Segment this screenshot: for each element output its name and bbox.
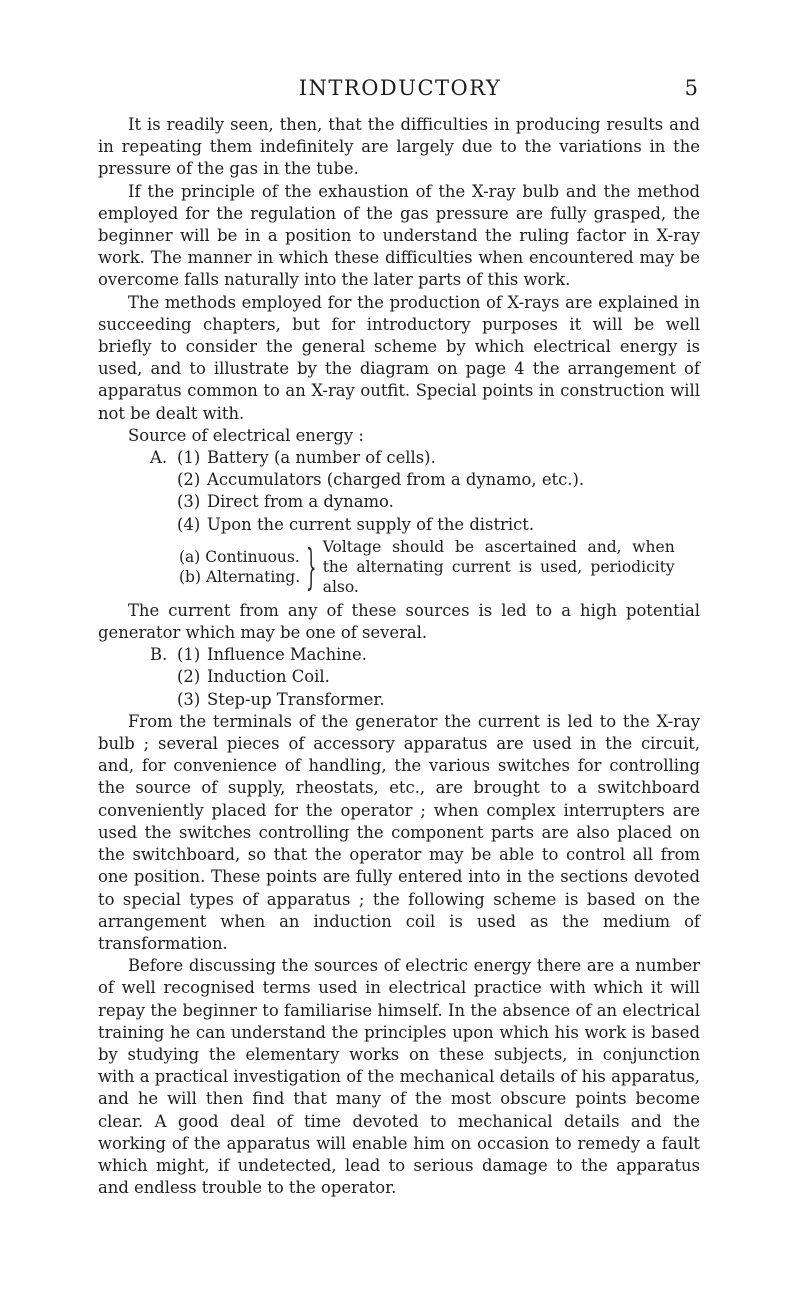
list-item-text: Step-up Transformer. [207, 689, 385, 709]
paragraph-1: It is readily seen, then, that the difficulties in producing results and in repeating them indefinitely are largely due to the variations in the pressure of the gas in the tube. [98, 115, 700, 179]
alternating-option: (b) Alternating. [179, 567, 301, 586]
list-item [150, 514, 700, 536]
list-item-text: Accumulators (charged from a dynamo, etc.). [207, 470, 585, 490]
list-group-letter: A. [150, 448, 168, 468]
list-item [150, 644, 700, 666]
paragraph-2: If the principle of the exhaustion of the X-ray bulb and the method employed for the regulation of the gas pressure are fully grasped, the beginner will be in a position to understand the ruling factor in X-ray work. The manner in which these difficulties when encountered may be overcome falls naturally into the later parts of this work. [98, 181, 700, 290]
list-item-number: (3) [177, 689, 201, 709]
list-item-number: (2) [177, 667, 201, 687]
brace-icon: } [306, 538, 317, 595]
list-item [150, 689, 700, 711]
list-item-text: Induction Coil. [207, 667, 330, 687]
current-type-options [179, 547, 300, 587]
page-number: 5 [684, 76, 698, 100]
generator-list-b [98, 644, 700, 711]
list-item-number: (1) [177, 448, 201, 468]
list-item-text: Influence Machine. [207, 645, 367, 665]
list-item-number: (2) [177, 470, 201, 490]
paragraph-5: The current from any of these sources is led to a high potential generator which may be one of several. [98, 600, 700, 643]
voltage-note: Voltage should be ascertained and, when the alternating current is used, periodicity also. [322, 537, 675, 596]
list-group-letter: B. [150, 645, 168, 665]
list-item-number: (3) [177, 492, 201, 512]
list-item-number: (1) [177, 645, 201, 665]
source-list-a [98, 447, 700, 536]
list-item [150, 491, 700, 513]
list-item [150, 666, 700, 688]
paragraph-7: Before discussing the sources of electric energy there are a number of well recognised terms used in electrical practice with which it will repay the beginner to familiarise himself. In the absence of an electrical training he can understand the principles upon which his work is based by studying the elementary works on these subjects, in conjunction with a practical investigation of the mechanical details of his apparatus, and he will then find that many of the most obscure points become clear. A good deal of time devoted to mechanical details and the working of the apparatus will enable him on occasion to remedy a fault which might, if undetected, lead to serious damage to the apparatus and endless trouble to the operator. [98, 956, 700, 1198]
list-item-text: Battery (a number of cells). [207, 448, 436, 468]
chapter-title: INTRODUCTORY [298, 76, 502, 100]
continuous-option: (a) Continuous. [179, 547, 300, 566]
list-item [150, 469, 700, 491]
paragraph-3: The methods employed for the production of X-rays are explained in succeeding chapters, but for introductory purposes it will be well briefly to consider the general scheme by which electrical energy is used, and to illustrate by the diagram on page 4 the arrangement of apparatus common to an X-ray outfit. Special points in construction will not be dealt with. [98, 292, 700, 423]
paragraph-6: From the terminals of the generator the current is led to the X-ray bulb ; several pieces of accessory apparatus are used in the circuit, and, for convenience of handling, the various switches for controlling the source of supply, rheostats, etc., are brought to a switchboard conveniently placed for the operator ; when complex interrupters are used the switches controlling the component parts are also placed on the switchboard, so that the operator may be able to control all from one position. These points are fully entered into in the sections devoted to special types of apparatus ; the following scheme is based on the arrangement when an induction coil is used as the medium of transformation. [98, 711, 700, 953]
paragraph-4: Source of electrical energy : [128, 425, 364, 445]
running-head [0, 76, 800, 106]
current-type-bracket [98, 537, 700, 597]
list-item-number: (4) [177, 514, 201, 534]
list-item-text: Upon the current supply of the district. [207, 514, 535, 534]
list-item-text: Direct from a dynamo. [207, 492, 394, 512]
list-item [150, 447, 700, 469]
body-text [98, 114, 700, 1199]
